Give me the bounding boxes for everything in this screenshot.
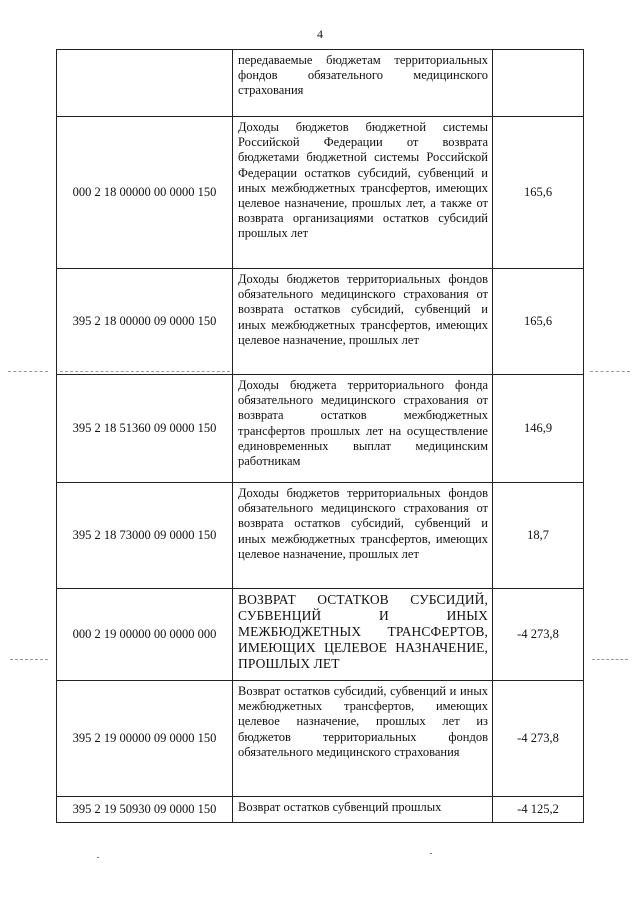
description-text: Доходы бюджетов территориальных фондов обязательного медицинского страхования от возврата остатков субсидий, субвенций и иных межбюджетных трансфертов, имеющих целевое назначение, прошлых лет — [238, 486, 488, 561]
scan-dash-right-1 — [590, 371, 630, 373]
scan-dash-right-2 — [592, 659, 628, 661]
amount-cell: -4 273,8 — [492, 680, 584, 797]
description-cell — [232, 588, 493, 681]
scan-dash-left-1 — [8, 371, 48, 373]
amount-cell: -4 125,2 — [492, 796, 584, 823]
description-cell — [232, 482, 493, 589]
description-cell — [232, 374, 493, 483]
description-text: Возврат остатков субсидий, субвенций и иных межбюджетных трансфертов, имеющих целевое назначение, прошлых лет из бюджетов территориальных фондов обязательного медицинского страхования — [238, 684, 488, 759]
description-cell — [232, 796, 493, 823]
scan-dash-left-3 — [10, 659, 48, 661]
code-cell: 000 2 18 00000 00 0000 150 — [56, 116, 233, 269]
description-cell — [232, 680, 493, 797]
code-cell: 395 2 18 73000 09 0000 150 — [56, 482, 233, 589]
description-text: передаваемые бюджетам территориальных фондов обязательного медицинского страхования — [238, 53, 488, 98]
amount-cell: -4 273,8 — [492, 588, 584, 681]
page-number: 4 — [317, 27, 323, 41]
amount-cell — [492, 49, 584, 117]
amount-cell: 165,6 — [492, 268, 584, 375]
scan-speck-1 — [97, 857, 99, 858]
code-cell: 395 2 18 51360 09 0000 150 — [56, 374, 233, 483]
code-cell: 395 2 19 50930 09 0000 150 — [56, 796, 233, 823]
description-text: Доходы бюджетов территориальных фондов обязательного медицинского страхования от возврата остатков субсидий, субвенций и иных межбюджетных трансфертов, имеющих целевое назначение, прошлых лет — [238, 272, 488, 347]
description-cell — [232, 49, 493, 117]
amount-cell: 165,6 — [492, 116, 584, 269]
description-text: ВОЗВРАТ ОСТАТКОВ СУБСИДИЙ, СУБВЕНЦИЙ И ИНЫХ МЕЖБЮДЖЕТНЫХ ТРАНСФЕРТОВ, ИМЕЮЩИХ ЦЕЛЕВОЕ НАЗНАЧЕНИЕ, ПРОШЛЫХ ЛЕТ — [238, 592, 488, 671]
amount-cell: 18,7 — [492, 482, 584, 589]
code-cell — [56, 49, 233, 117]
description-cell — [232, 116, 493, 269]
description-text: Доходы бюджета территориального фонда обязательного медицинского страхования от возврата остатков межбюджетных трансфертов прошлых лет на осуществление единовременных выплат медицинским работникам — [238, 378, 488, 469]
code-cell: 395 2 18 00000 09 0000 150 — [56, 268, 233, 375]
description-cell — [232, 268, 493, 375]
code-cell: 395 2 19 00000 09 0000 150 — [56, 680, 233, 797]
code-cell: 000 2 19 00000 00 0000 000 — [56, 588, 233, 681]
scan-speck-2 — [430, 853, 432, 854]
scan-dash-left-2 — [60, 371, 230, 373]
description-text: Доходы бюджетов бюджетной системы Российской Федерации от возврата бюджетами бюджетной системы Российской Федерации остатков субсидий, субвенций и иных межбюджетных трансфертов, имеющих целевое назначение, прошлых лет, а также от возврата организациями остатков субсидий прошлых лет — [238, 120, 488, 241]
amount-cell: 146,9 — [492, 374, 584, 483]
description-text: Возврат остатков субвенций прошлых — [238, 800, 442, 814]
